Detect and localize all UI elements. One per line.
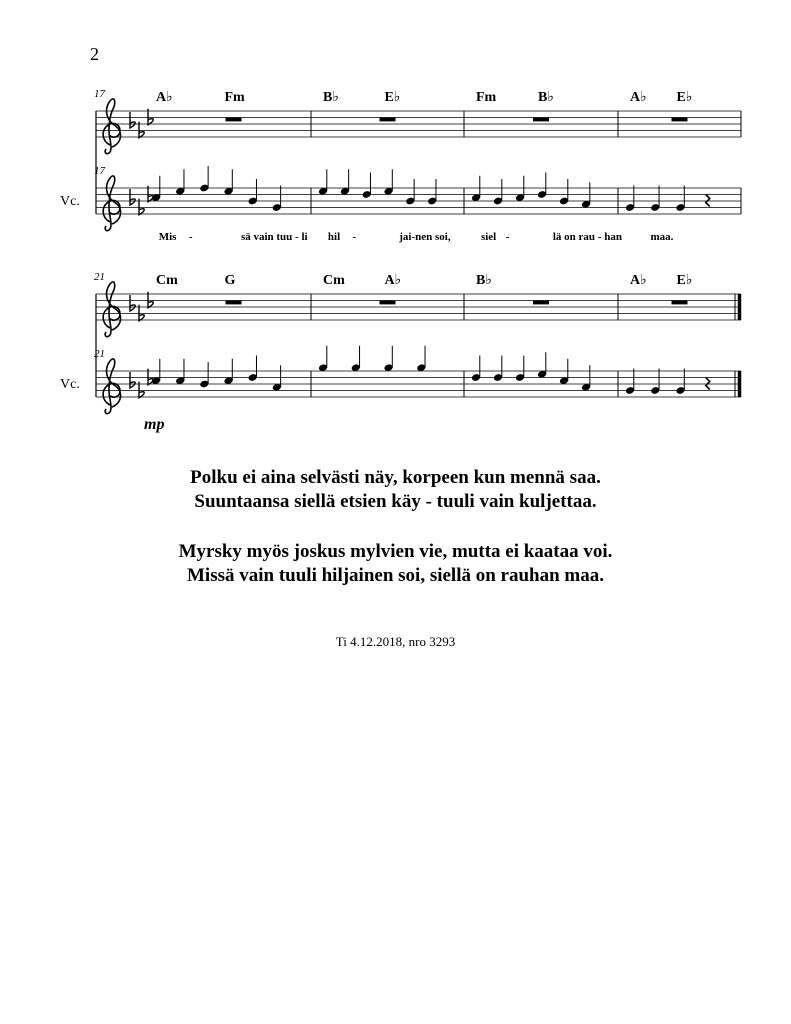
measure-rest: [533, 301, 549, 305]
chord-symbol: B♭: [323, 90, 339, 105]
measure-rest: [380, 118, 396, 122]
melody: [151, 166, 710, 212]
lyric-syllable: -: [352, 231, 357, 243]
lyric-syllable: hil: [327, 231, 341, 243]
instrument-label: Vc.: [60, 377, 80, 392]
quarter-rest: [706, 378, 710, 390]
chord-symbol: A♭: [630, 90, 647, 105]
lyric-syllable: sä vain tuu - li: [240, 231, 308, 243]
measure-rest: [226, 301, 242, 305]
stanza-1-line-2: Suuntaansa siellä etsien käy - tuuli vain kuljettaa.: [194, 491, 597, 512]
key-signature: [130, 186, 153, 215]
key-signature: [130, 292, 153, 321]
measure-number: 17: [94, 165, 105, 177]
chord-symbol: A♭: [630, 273, 647, 288]
chord-symbol: Cm: [323, 273, 345, 288]
treble-clef-icon: [103, 282, 120, 337]
chord-symbol: A♭: [384, 273, 402, 288]
stanza-2-line-1: Myrsky myös joskus mylvien vie, mutta ei kaataa voi.: [178, 541, 613, 562]
lyric-syllable: Mis: [158, 231, 177, 243]
clef-outline: [103, 359, 120, 414]
melody: [151, 346, 710, 395]
instrument-label: Vc.: [60, 194, 80, 209]
lyric-syllable: lä on rau - han: [552, 231, 622, 243]
chord-symbol: E♭: [676, 273, 693, 288]
lyric-syllable: jai-nen soi,: [399, 231, 451, 243]
dynamic-mark: mp: [144, 416, 165, 433]
chord-symbol: B♭: [476, 273, 492, 288]
flat-sign: [130, 112, 135, 128]
flat-sign: [130, 295, 135, 311]
measure-rest: [533, 118, 549, 122]
stanza-1: [0, 466, 791, 514]
stanza-1-line-1: Polku ei aina selvästi näy, korpeen kun mennä saa.: [190, 467, 601, 488]
chord-symbol: G: [224, 273, 236, 288]
chord-symbol: Fm: [476, 90, 497, 105]
key-signature: [130, 369, 153, 398]
quarter-rest: [706, 195, 710, 207]
lyric-syllable: -: [188, 231, 193, 243]
clef-outline: [103, 176, 120, 231]
measure-rest: [672, 301, 688, 305]
clef-outline: [103, 282, 120, 337]
chord-staff: [96, 294, 741, 320]
chord-symbol: E♭: [384, 90, 401, 105]
flat-sign: [130, 189, 135, 205]
vc-staff: [96, 188, 741, 214]
treble-clef-icon: [103, 176, 120, 231]
measure-number: 17: [94, 88, 105, 100]
measure-number: 21: [94, 271, 105, 283]
treble-clef-icon: [103, 359, 120, 414]
key-signature: [130, 109, 153, 138]
lyric-syllable: maa.: [650, 231, 674, 243]
chord-symbol: Cm: [156, 273, 178, 288]
footer-date: Ti 4.12.2018, nro 3293: [335, 634, 456, 649]
chord-symbol: E♭: [676, 90, 693, 105]
measure-rest: [672, 118, 688, 122]
chord-symbol: B♭: [538, 90, 554, 105]
measure-number: 21: [94, 348, 105, 360]
measure-rest: [380, 301, 396, 305]
page-number: 2: [90, 44, 99, 64]
stanza-2-line-2: Missä vain tuuli hiljainen soi, siellä on rauhan maa.: [186, 565, 605, 586]
lyric-syllable: -: [505, 231, 510, 243]
treble-clef-icon: [103, 99, 120, 154]
clef-outline: [103, 99, 120, 154]
chord-symbol: A♭: [156, 90, 173, 105]
vc-staff: [96, 371, 741, 397]
flat-sign: [130, 372, 135, 388]
stanza-2: [0, 540, 791, 588]
chord-staff: [96, 111, 741, 137]
measure-rest: [226, 118, 242, 122]
chord-symbol: Fm: [224, 90, 245, 105]
lyric-syllable: siel: [480, 231, 497, 243]
